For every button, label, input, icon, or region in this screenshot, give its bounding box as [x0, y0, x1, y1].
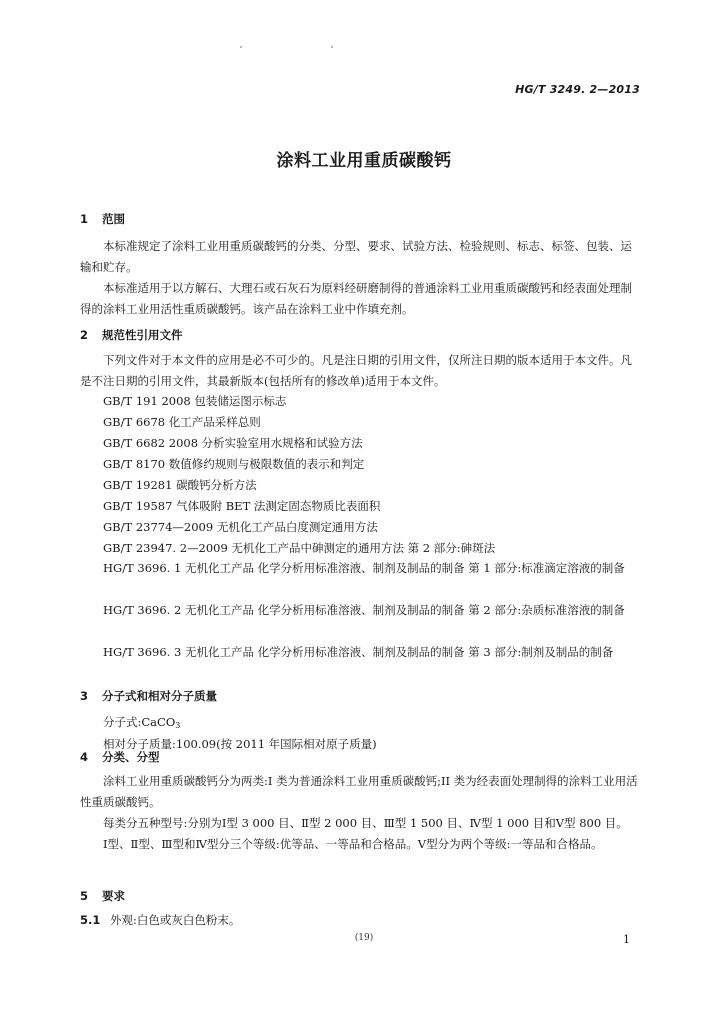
formula-label: 分子式: — [103, 715, 142, 729]
section-title: 分类、分型 — [102, 750, 160, 764]
section-number: 5 — [80, 889, 89, 903]
section-4-paragraph-1: 涂料工业用重质碳酸钙分为两类:I 类为普通涂料工业用重质碳酸钙;II 类为经表面处理制得的涂料工业用活性重质碳酸钙。 — [80, 774, 638, 809]
formula-main: CaCO — [141, 715, 176, 729]
reference-item: GB/T 6682 2008 分析实验室用水规格和试验方法 — [103, 436, 363, 450]
footer-page-marker: (19) — [354, 933, 374, 943]
section-number: 3 — [80, 689, 89, 703]
reference-item-wrapped: HG/T 3696. 3 无机化工产品 化学分析用标准溶液、制剂及制品的制备 第 3 部分:制剂及制品的制备 — [103, 645, 614, 659]
section-1-paragraph-1: 本标准规定了涂料工业用重质碳酸钙的分类、分型、要求、试验方法、检验规则、标志、标签、包装、运输和贮存。 — [80, 239, 632, 274]
reference-item-wrapped: HG/T 3696. 1 无机化工产品 化学分析用标准溶液、制剂及制品的制备 第 1 部分:标准滴定溶液的制备 — [103, 561, 625, 575]
section-title: 分子式和相对分子质量 — [102, 689, 217, 703]
section-4-paragraph-3: Ⅰ型、Ⅱ型、Ⅲ型和Ⅳ型分三个等级:优等品、一等品和合格品。Ⅴ型分为两个等级:一等品和合格品。 — [103, 837, 603, 851]
reference-item: GB/T 19587 气体吸附 BET 法测定固态物质比表面积 — [103, 499, 381, 513]
section-number: 1 — [80, 212, 89, 226]
document-title: 涂料工业用重质碳酸钙 — [276, 151, 452, 171]
scan-speck — [331, 46, 333, 48]
reference-item: GB/T 23947. 2—2009 无机化工产品中砷测定的通用方法 第 2 部分:砷斑法 — [103, 541, 496, 555]
clause-number: 5.1 — [80, 913, 101, 927]
section-title: 规范性引用文件 — [102, 328, 183, 342]
section-3-heading — [80, 688, 217, 704]
section-1-heading — [80, 211, 125, 227]
section-title: 范围 — [102, 212, 125, 226]
standard-number: HG/T 3249. 2—2013 — [515, 83, 640, 96]
reference-item: GB/T 6678 化工产品采样总则 — [103, 415, 261, 429]
section-title: 要求 — [102, 889, 125, 903]
reference-item: GB/T 19281 碳酸钙分析方法 — [103, 478, 257, 492]
section-5-heading — [80, 888, 125, 904]
molecular-formula — [103, 714, 180, 730]
formula-subscript: 3 — [175, 721, 181, 730]
section-1-paragraph-2: 本标准适用于以方解石、大理石或石灰石为原料经研磨制得的普通涂料工业用重质碳酸钙和经表面处理制得的涂料工业用活性重质碳酸钙。该产品在涂料工业中作填充剂。 — [80, 281, 632, 316]
reference-item: GB/T 8170 数值修约规则与极限数值的表示和判定 — [103, 457, 365, 471]
scan-speck — [240, 46, 242, 48]
section-4-heading — [80, 749, 160, 765]
clause-5-1 — [80, 912, 240, 928]
section-number: 4 — [80, 750, 89, 764]
section-number: 2 — [80, 328, 89, 342]
molecular-mass: 相对分子质量:100.09(按 2011 年国际相对原子质量) — [103, 737, 377, 751]
reference-item-wrapped: HG/T 3696. 2 无机化工产品 化学分析用标准溶液、制剂及制品的制备 第 2 部分:杂质标准溶液的制备 — [103, 603, 625, 617]
section-4-paragraph-2: 每类分五种型号:分别为Ⅰ型 3 000 目、Ⅱ型 2 000 目、Ⅲ型 1 500 目、Ⅳ型 1 000 目和Ⅴ型 800 目。 — [103, 816, 628, 830]
clause-text: 外观:白色或灰白色粉末。 — [110, 913, 241, 927]
section-2-intro: 下列文件对于本文件的应用是必不可少的。凡是注日期的引用文件，仅所注日期的版本适用于本文件。凡是不注日期的引用文件，其最新版本(包括所有的修改单)适用于本文件。 — [80, 353, 632, 388]
reference-item: GB/T 23774—2009 无机化工产品白度测定通用方法 — [103, 520, 378, 534]
section-2-heading — [80, 327, 183, 343]
page-number: 1 — [623, 933, 630, 946]
reference-item: GB/T 191 2008 包装储运图示标志 — [103, 394, 287, 408]
